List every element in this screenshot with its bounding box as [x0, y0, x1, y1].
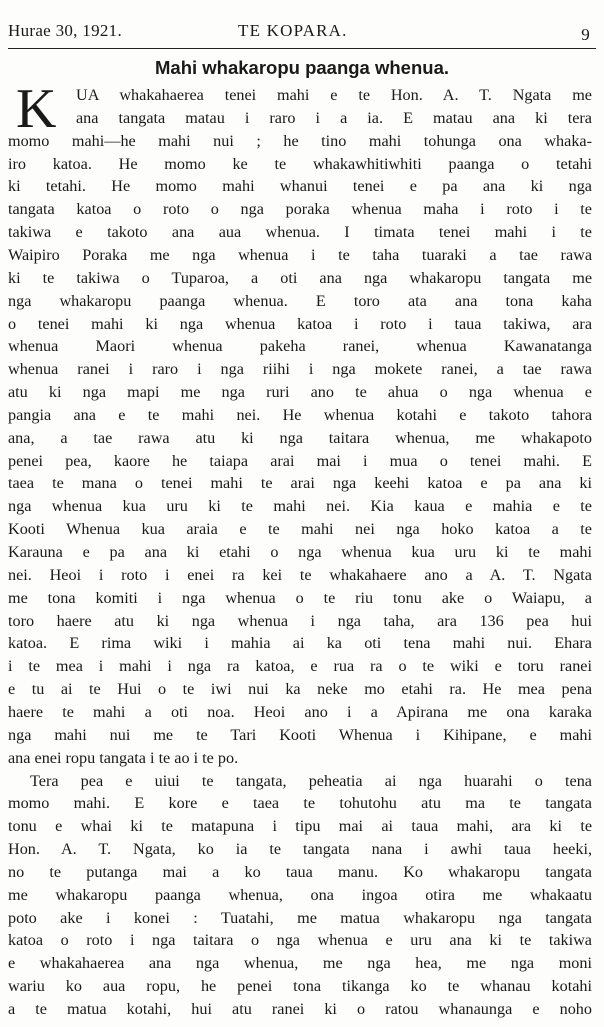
- article-line: ana, a tae rawa atu ki nga taitara whenua, me whakapoto: [8, 428, 592, 447]
- article-line: katoa o roto i nga taitara o nga whenua e uru ana ki te takiwa: [8, 931, 592, 950]
- article-line: whenua Maori whenua pakeha ranei, whenua Kawanatanga: [8, 337, 592, 356]
- header-rule: [8, 48, 596, 49]
- article-line: nga whenua kua uru ki te mahi nei. Kia kaua e mahia e te: [8, 497, 592, 516]
- issue-date: Hurae 30, 1921.: [8, 21, 123, 40]
- article-line: me whakaropu paanga whenua, ona ingoa otira me whakaatu: [8, 885, 592, 904]
- article-line: no te putanga mai a ko taua manu. Ko whakaropu tangata: [8, 862, 592, 881]
- article-line: katoa. E rima wiki i mahia ai ka oti tena mahi nui. Ehara: [8, 634, 592, 653]
- article-line: i te mea i mahi i nga ra katoa, e rua ra o te wiki e toru ranei: [8, 657, 592, 676]
- page-number: 9: [581, 25, 590, 44]
- article-line: nga whakaropu paanga whenua. E toro ata ana tona kaha: [8, 291, 592, 310]
- article-line: ki te takiwa o Tuparoa, a oti ana nga whakaropu tangata me: [8, 268, 592, 287]
- article-line: Waipiro Poraka me nga whenua i te taha tuaraki a tae rawa: [8, 245, 592, 264]
- article-line: poto ake i konei : Tuatahi, me matua whakaropu nga tangata: [8, 908, 592, 927]
- article-line: nga mahi nui me te Tari Kooti Whenua i Kihipane, e mahi: [8, 725, 592, 744]
- article-line: momo mahi—he mahi nui ; he tino mahi tohunga ona whaka-: [8, 131, 592, 150]
- article-heading: Mahi whakaropu paanga whenua.: [155, 57, 449, 78]
- article-line: whenua ranei i raro i nga riihi i nga mokete ranei, a tae rawa: [8, 360, 592, 379]
- article-line: o tenei mahi ki nga whenua katoa i roto i taua takiwa, ara: [8, 314, 592, 333]
- running-header: [8, 21, 594, 47]
- article-line: a te matua kotahi, hui atu ranei ki o ratou whanaunga e noho: [8, 1000, 592, 1018]
- article-line: Kooti Whenua kua araia e te mahi nei nga hoko katoa a te: [8, 520, 592, 539]
- article-line: penei pea, kaore he taiapa arai mai i mua o tenei mahi. E: [8, 451, 592, 470]
- article-line: wariu ko aua ropu, he penei tona tikanga ko te whanau kotahi: [8, 977, 592, 996]
- article-line: Tera pea e uiui te tangata, peheatia ai nga huarahi o tena: [30, 771, 592, 790]
- article-line: pangia ana e te mahi nei. He whenua kotahi e takoto tahora: [8, 405, 592, 424]
- article-line: ki tetahi. He momo mahi whanui tenei e pa ana ki nga: [8, 177, 592, 196]
- article-line: takiwa e takoto ana aua whenua. I timata tenei mahi i te: [8, 223, 592, 242]
- article-line: tonu e whai ki te matapuna i tipu mai ai taua mahi, ara ki te: [8, 817, 592, 836]
- drop-cap: K: [16, 78, 57, 140]
- article-line: e whakahaerea ana nga whenua, me nga hea, me nga moni: [8, 954, 592, 973]
- article-line: Hon. A. T. Ngata, ko ia te tangata nana i awhi taua heeki,: [8, 840, 592, 859]
- article-line: ana enei ropu tangata i te ao i te po.: [8, 748, 239, 767]
- article-line: me tona komiti i nga whenua o te riu tonu ake o Waiapu, a: [8, 588, 592, 607]
- article-line: atu ki nga mapi me nga ruri ano te ahua o nga whenua e: [8, 383, 592, 402]
- article-line: nei. Heoi i roto i enei ra kei te whakahaere ano a A. T. Ngata: [8, 565, 592, 584]
- article-line: haere te mahi a oti noa. Heoi ano i a Apirana me ona karaka: [8, 702, 592, 721]
- article-line: iro katoa. He momo ke te whakawhitiwhiti paanga o tetahi: [8, 154, 592, 173]
- article-line: tangata katoa o roto o nga poraka whenua maha i roto i te: [8, 200, 592, 219]
- article-line: taea te mana o tenei mahi te arai nga keehi katoa e pa ana ki: [8, 474, 592, 493]
- article-line: Karauna e pa ana ki etahi o nga whenua kua uru ki te mahi: [8, 543, 592, 561]
- article-line: UA whakahaerea tenei mahi e te Hon. A. T. Ngata me: [76, 86, 592, 104]
- article-line: ana tangata matau i raro i a ia. E matau ana ki tera: [76, 108, 592, 127]
- article-line: e tu ai te Hui o te iwi nui ka neke mo etahi ra. He mea pena: [8, 680, 592, 699]
- article-line: momo mahi. E kore e taea te tohutohu atu ma te tangata: [8, 794, 592, 813]
- article-line: toro haere atu ki nga whenua i nga taha, ara 136 pea hui: [8, 611, 592, 630]
- publication-title: TE KOPARA.: [238, 21, 348, 40]
